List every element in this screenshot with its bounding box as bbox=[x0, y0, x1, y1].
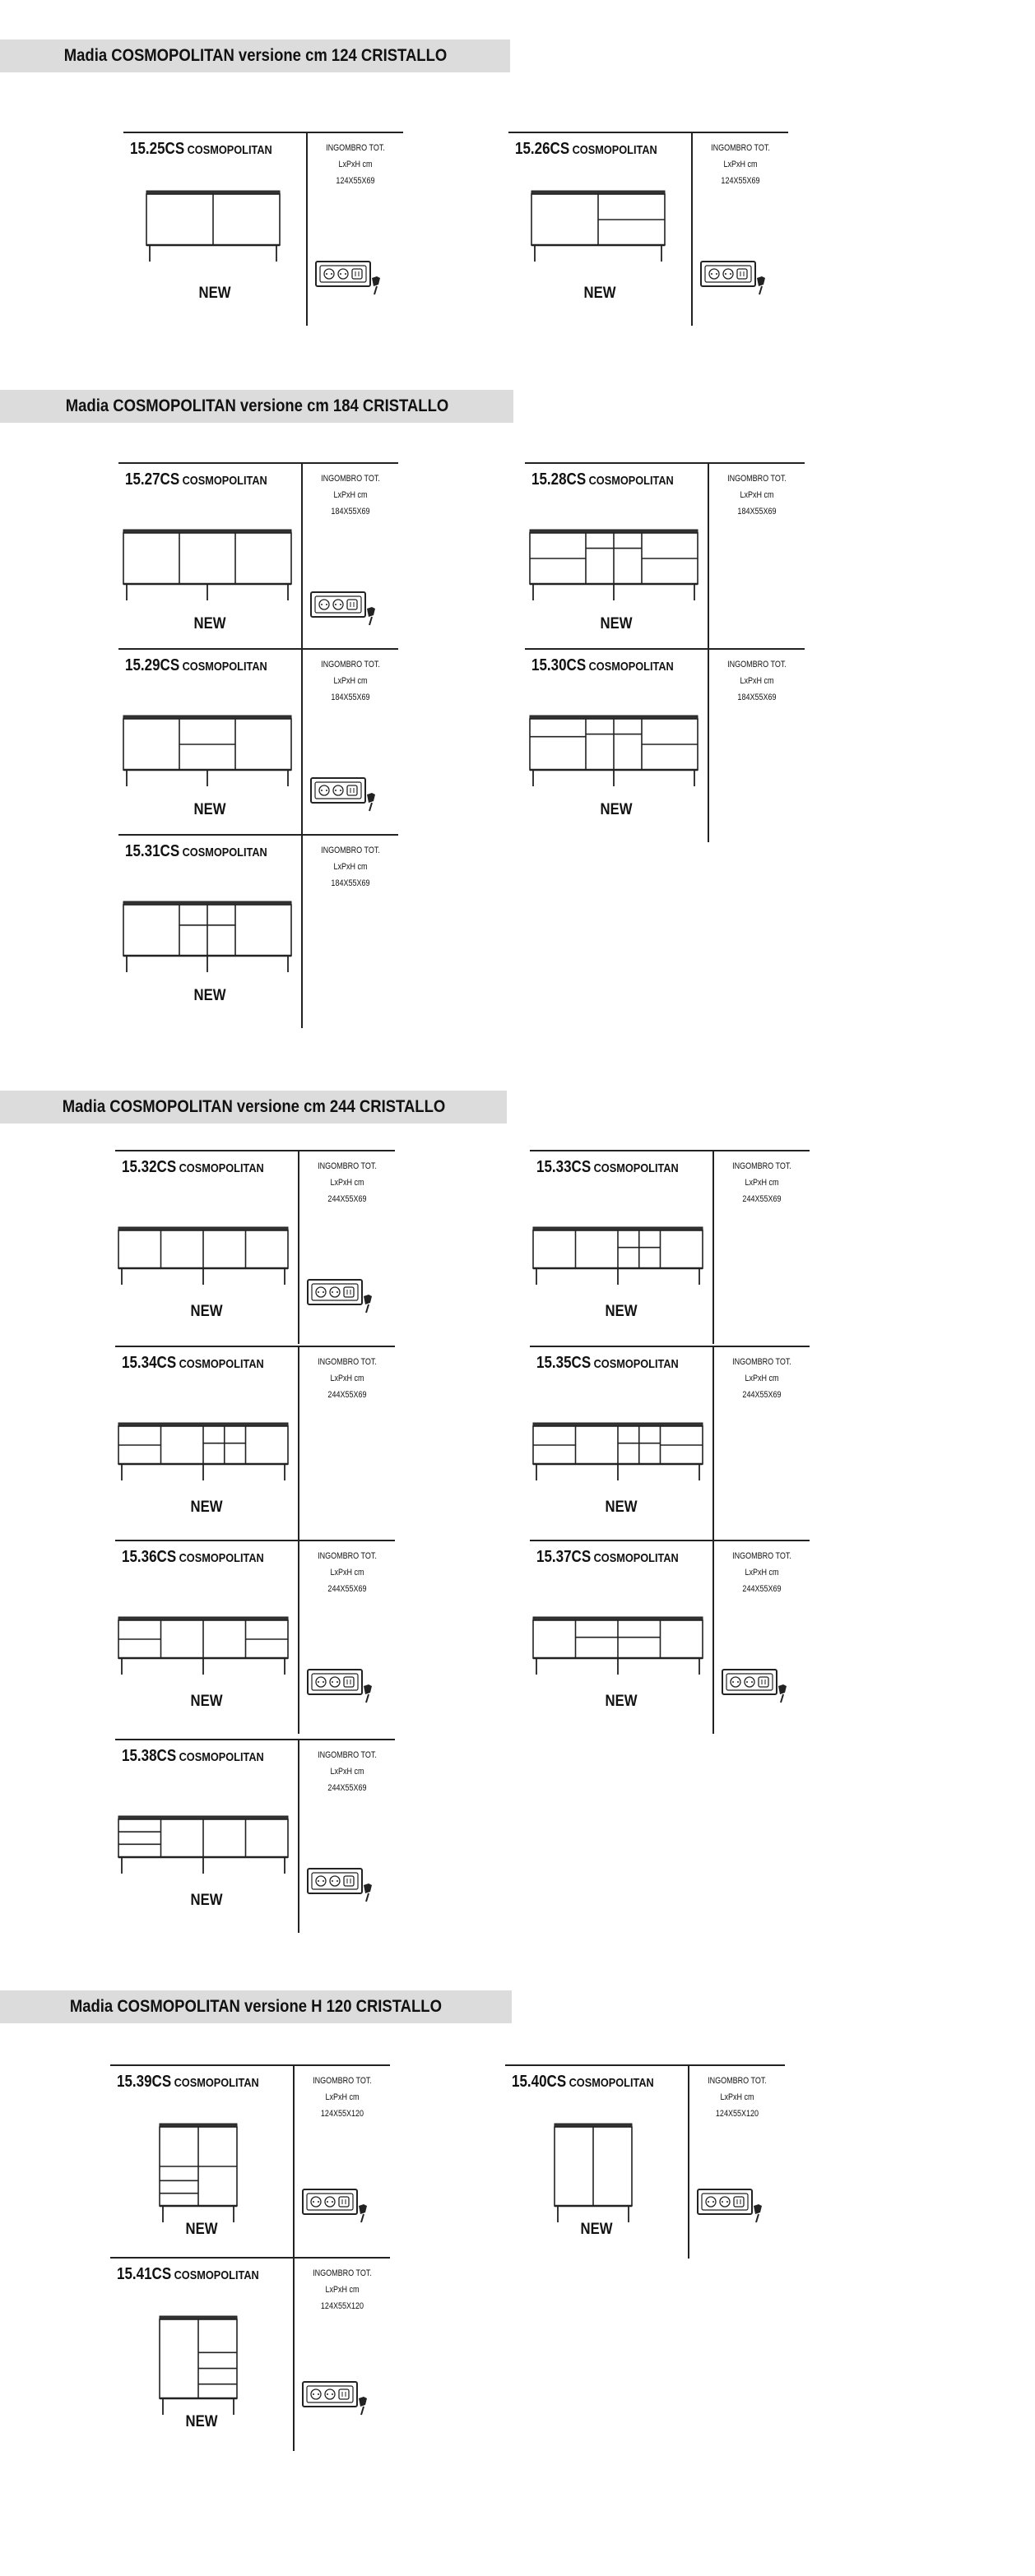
product-card bbox=[118, 648, 398, 842]
sideboard-drawing bbox=[115, 1540, 298, 1704]
dimension-spec bbox=[703, 140, 778, 189]
spec-title: INGOMBRO TOT. bbox=[326, 143, 385, 153]
new-badge: NEW bbox=[190, 1892, 223, 1909]
spec-units: LxPxH cm bbox=[745, 1374, 779, 1383]
spec-dimensions: 244X55X69 bbox=[327, 1584, 367, 1594]
section-header-244 bbox=[0, 1091, 507, 1124]
product-code: 15.34CS bbox=[122, 1354, 177, 1372]
spec-title: INGOMBRO TOT. bbox=[711, 143, 770, 153]
sideboard-drawing bbox=[508, 132, 691, 296]
section-title: Madia COSMOPOLITAN versione H 120 CRISTALLO bbox=[69, 1997, 443, 2016]
card-divider bbox=[301, 834, 303, 1028]
product-model: COSMOPOLITAN bbox=[187, 143, 272, 157]
dimension-spec bbox=[304, 2265, 380, 2314]
card-divider bbox=[298, 1540, 299, 1734]
product-code: 15.37CS bbox=[536, 1548, 592, 1566]
card-divider bbox=[712, 1346, 714, 1540]
card-divider bbox=[306, 132, 308, 326]
card-divider bbox=[691, 132, 693, 326]
product-card bbox=[123, 132, 403, 326]
spec-title: INGOMBRO TOT. bbox=[732, 1551, 791, 1561]
sideboard-drawing bbox=[118, 648, 301, 813]
spec-title: INGOMBRO TOT. bbox=[708, 2076, 767, 2086]
power-socket-icon bbox=[314, 260, 383, 298]
product-code: 15.31CS bbox=[125, 842, 180, 860]
product-card bbox=[110, 2064, 390, 2259]
card-divider bbox=[298, 1739, 299, 1933]
product-code: 15.41CS bbox=[117, 2265, 172, 2283]
spec-dimensions: 124X55X69 bbox=[336, 176, 375, 186]
spec-title: INGOMBRO TOT. bbox=[727, 474, 787, 484]
dimension-spec bbox=[724, 1548, 800, 1597]
new-badge: NEW bbox=[193, 801, 226, 818]
spec-units: LxPxH cm bbox=[338, 160, 373, 169]
dimension-spec bbox=[304, 2073, 380, 2122]
power-socket-icon bbox=[301, 2188, 370, 2226]
spec-dimensions: 184X55X69 bbox=[331, 507, 370, 517]
product-model: COSMOPOLITAN bbox=[588, 660, 674, 674]
spec-title: INGOMBRO TOT. bbox=[318, 1551, 377, 1561]
section-title: Madia COSMOPOLITAN versione cm 184 CRISTALLO bbox=[65, 396, 448, 415]
spec-dimensions: 244X55X69 bbox=[327, 1194, 367, 1204]
new-badge: NEW bbox=[605, 1303, 638, 1320]
spec-dimensions: 124X55X69 bbox=[721, 176, 760, 186]
spec-dimensions: 124X55X120 bbox=[715, 2109, 759, 2119]
sideboard-drawing bbox=[115, 1346, 298, 1510]
spec-title: INGOMBRO TOT. bbox=[313, 2268, 372, 2278]
spec-dimensions: 244X55X69 bbox=[327, 1390, 367, 1400]
spec-units: LxPxH cm bbox=[333, 676, 368, 686]
product-card bbox=[530, 1150, 810, 1344]
spec-title: INGOMBRO TOT. bbox=[732, 1161, 791, 1171]
spec-dimensions: 184X55X69 bbox=[737, 693, 777, 702]
spec-title: INGOMBRO TOT. bbox=[313, 2076, 372, 2086]
spec-units: LxPxH cm bbox=[325, 2285, 360, 2295]
product-code: 15.33CS bbox=[536, 1158, 592, 1176]
new-badge: NEW bbox=[190, 1499, 223, 1516]
product-card bbox=[115, 1540, 395, 1734]
product-code: 15.29CS bbox=[125, 656, 180, 674]
product-code: 15.25CS bbox=[130, 140, 185, 158]
section-header-124 bbox=[0, 39, 510, 72]
spec-dimensions: 184X55X69 bbox=[737, 507, 777, 517]
power-socket-icon bbox=[721, 1668, 790, 1706]
product-model: COSMOPOLITAN bbox=[174, 2268, 259, 2282]
product-code: 15.32CS bbox=[122, 1158, 177, 1176]
card-divider bbox=[298, 1150, 299, 1344]
dimension-spec bbox=[309, 1354, 385, 1403]
dimension-spec bbox=[724, 1158, 800, 1207]
product-card bbox=[525, 462, 805, 656]
new-badge: NEW bbox=[193, 615, 226, 632]
new-badge: NEW bbox=[190, 1693, 223, 1710]
power-socket-icon bbox=[309, 591, 378, 628]
spec-dimensions: 244X55X69 bbox=[327, 1783, 367, 1793]
spec-title: INGOMBRO TOT. bbox=[727, 660, 787, 669]
spec-units: LxPxH cm bbox=[330, 1374, 364, 1383]
card-divider bbox=[301, 648, 303, 842]
spec-units: LxPxH cm bbox=[740, 676, 774, 686]
product-model: COSMOPOLITAN bbox=[179, 1551, 264, 1565]
sideboard-drawing bbox=[115, 1150, 298, 1314]
new-badge: NEW bbox=[580, 2221, 613, 2238]
new-badge: NEW bbox=[583, 285, 616, 302]
spec-title: INGOMBRO TOT. bbox=[321, 660, 380, 669]
product-card bbox=[530, 1346, 810, 1540]
sideboard-drawing bbox=[525, 462, 708, 627]
dimension-spec bbox=[699, 2073, 775, 2122]
new-badge: NEW bbox=[190, 1303, 223, 1320]
power-socket-icon bbox=[301, 2380, 370, 2418]
card-divider bbox=[712, 1540, 714, 1734]
card-divider bbox=[708, 462, 709, 656]
product-card bbox=[115, 1739, 395, 1933]
spec-units: LxPxH cm bbox=[723, 160, 758, 169]
card-divider bbox=[293, 2257, 295, 2451]
card-divider bbox=[708, 648, 709, 842]
new-badge: NEW bbox=[605, 1693, 638, 1710]
section-header-184 bbox=[0, 390, 513, 423]
dimension-spec bbox=[309, 1548, 385, 1597]
sideboard-drawing bbox=[123, 132, 306, 296]
power-socket-icon bbox=[306, 1668, 375, 1706]
product-model: COSMOPOLITAN bbox=[588, 474, 674, 488]
spec-units: LxPxH cm bbox=[745, 1568, 779, 1578]
product-card bbox=[508, 132, 788, 326]
spec-dimensions: 184X55X69 bbox=[331, 693, 370, 702]
product-card bbox=[110, 2257, 390, 2451]
sideboard-drawing bbox=[118, 834, 301, 998]
power-socket-icon bbox=[699, 260, 768, 298]
new-badge: NEW bbox=[600, 615, 633, 632]
product-card bbox=[115, 1346, 395, 1540]
spec-dimensions: 244X55X69 bbox=[742, 1390, 782, 1400]
card-divider bbox=[712, 1150, 714, 1344]
spec-title: INGOMBRO TOT. bbox=[318, 1750, 377, 1760]
section-header-h120 bbox=[0, 1990, 512, 2023]
product-model: COSMOPOLITAN bbox=[182, 660, 267, 674]
sideboard-drawing bbox=[530, 1540, 712, 1704]
product-code: 15.40CS bbox=[512, 2073, 567, 2091]
product-card bbox=[115, 1150, 395, 1344]
sideboard-drawing bbox=[525, 648, 708, 813]
power-socket-icon bbox=[306, 1867, 375, 1905]
product-code: 15.28CS bbox=[531, 470, 587, 489]
dimension-spec bbox=[309, 1158, 385, 1207]
dimension-spec bbox=[313, 470, 388, 520]
sideboard-drawing bbox=[110, 2257, 293, 2421]
new-badge: NEW bbox=[600, 801, 633, 818]
product-card bbox=[525, 648, 805, 842]
spec-units: LxPxH cm bbox=[333, 490, 368, 500]
sideboard-drawing bbox=[115, 1739, 298, 1903]
power-socket-icon bbox=[696, 2188, 765, 2226]
spec-title: INGOMBRO TOT. bbox=[318, 1357, 377, 1367]
spec-units: LxPxH cm bbox=[330, 1767, 364, 1777]
spec-dimensions: 124X55X120 bbox=[320, 2109, 364, 2119]
sideboard-drawing bbox=[118, 462, 301, 627]
product-model: COSMOPOLITAN bbox=[593, 1357, 679, 1371]
product-model: COSMOPOLITAN bbox=[179, 1750, 264, 1764]
spec-title: INGOMBRO TOT. bbox=[321, 474, 380, 484]
dimension-spec bbox=[719, 656, 795, 706]
new-badge: NEW bbox=[185, 2413, 218, 2430]
new-badge: NEW bbox=[605, 1499, 638, 1516]
product-model: COSMOPOLITAN bbox=[179, 1357, 264, 1371]
sideboard-drawing bbox=[530, 1346, 712, 1510]
spec-title: INGOMBRO TOT. bbox=[321, 846, 380, 855]
product-model: COSMOPOLITAN bbox=[182, 474, 267, 488]
product-card bbox=[505, 2064, 785, 2259]
product-card bbox=[530, 1540, 810, 1734]
dimension-spec bbox=[719, 470, 795, 520]
new-badge: NEW bbox=[193, 987, 226, 1004]
power-socket-icon bbox=[306, 1278, 375, 1316]
spec-units: LxPxH cm bbox=[330, 1568, 364, 1578]
product-model: COSMOPOLITAN bbox=[593, 1551, 679, 1565]
product-code: 15.30CS bbox=[531, 656, 587, 674]
spec-units: LxPxH cm bbox=[330, 1178, 364, 1188]
product-model: COSMOPOLITAN bbox=[174, 2076, 259, 2090]
product-model: COSMOPOLITAN bbox=[572, 143, 657, 157]
section-title: Madia COSMOPOLITAN versione cm 124 CRISTALLO bbox=[63, 46, 447, 65]
spec-dimensions: 244X55X69 bbox=[742, 1194, 782, 1204]
spec-dimensions: 124X55X120 bbox=[320, 2301, 364, 2311]
spec-title: INGOMBRO TOT. bbox=[732, 1357, 791, 1367]
dimension-spec bbox=[318, 140, 393, 189]
product-code: 15.27CS bbox=[125, 470, 180, 489]
product-code: 15.26CS bbox=[515, 140, 570, 158]
sideboard-drawing bbox=[530, 1150, 712, 1314]
spec-units: LxPxH cm bbox=[720, 2092, 754, 2102]
dimension-spec bbox=[309, 1747, 385, 1796]
new-badge: NEW bbox=[198, 285, 231, 302]
dimension-spec bbox=[313, 656, 388, 706]
spec-title: INGOMBRO TOT. bbox=[318, 1161, 377, 1171]
sideboard-drawing bbox=[505, 2064, 688, 2229]
spec-units: LxPxH cm bbox=[745, 1178, 779, 1188]
product-model: COSMOPOLITAN bbox=[593, 1161, 679, 1175]
power-socket-icon bbox=[309, 776, 378, 814]
card-divider bbox=[688, 2064, 689, 2259]
card-divider bbox=[293, 2064, 295, 2259]
product-model: COSMOPOLITAN bbox=[179, 1161, 264, 1175]
card-divider bbox=[301, 462, 303, 656]
product-card bbox=[118, 834, 398, 1028]
spec-units: LxPxH cm bbox=[333, 862, 368, 872]
product-model: COSMOPOLITAN bbox=[569, 2076, 654, 2090]
product-card bbox=[118, 462, 398, 656]
spec-units: LxPxH cm bbox=[740, 490, 774, 500]
product-code: 15.38CS bbox=[122, 1747, 177, 1765]
dimension-spec bbox=[313, 842, 388, 892]
product-code: 15.35CS bbox=[536, 1354, 592, 1372]
new-badge: NEW bbox=[185, 2221, 218, 2238]
product-model: COSMOPOLITAN bbox=[182, 846, 267, 859]
spec-units: LxPxH cm bbox=[325, 2092, 360, 2102]
sideboard-drawing bbox=[110, 2064, 293, 2229]
dimension-spec bbox=[724, 1354, 800, 1403]
spec-dimensions: 184X55X69 bbox=[331, 878, 370, 888]
card-divider bbox=[298, 1346, 299, 1540]
product-code: 15.39CS bbox=[117, 2073, 172, 2091]
product-code: 15.36CS bbox=[122, 1548, 177, 1566]
section-title: Madia COSMOPOLITAN versione cm 244 CRISTALLO bbox=[62, 1097, 445, 1116]
spec-dimensions: 244X55X69 bbox=[742, 1584, 782, 1594]
